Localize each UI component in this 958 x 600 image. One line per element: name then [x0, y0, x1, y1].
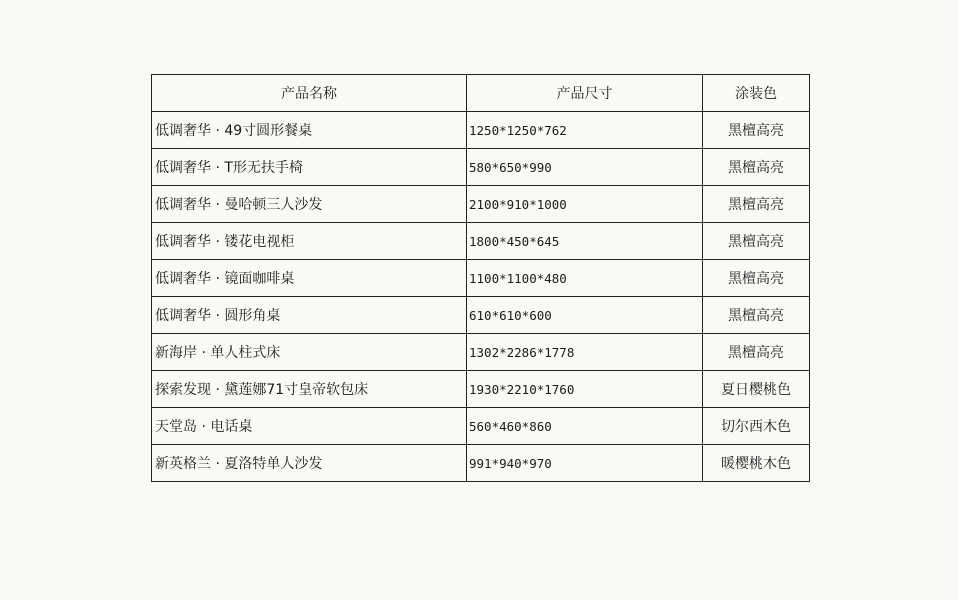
table-row	[152, 334, 810, 371]
cell-finish-color: 黑檀高亮	[703, 334, 810, 371]
cell-finish-color: 切尔西木色	[703, 408, 810, 445]
cell-product-size: 1800*450*645	[467, 223, 703, 260]
cell-product-name: 低调奢华 · 49寸圆形餐桌	[152, 112, 467, 149]
table-row	[152, 112, 810, 149]
header-finish-color: 涂装色	[703, 75, 810, 112]
header-row	[152, 75, 810, 112]
cell-finish-color: 黑檀高亮	[703, 112, 810, 149]
cell-product-size: 1250*1250*762	[467, 112, 703, 149]
cell-product-name: 天堂岛 · 电话桌	[152, 408, 467, 445]
cell-finish-color: 黑檀高亮	[703, 186, 810, 223]
cell-product-size: 2100*910*1000	[467, 186, 703, 223]
cell-finish-color: 黑檀高亮	[703, 223, 810, 260]
header-product-size: 产品尺寸	[467, 75, 703, 112]
table-row	[152, 223, 810, 260]
cell-finish-color: 夏日樱桃色	[703, 371, 810, 408]
product-table	[151, 74, 810, 482]
table-row	[152, 408, 810, 445]
cell-product-name: 新海岸 · 单人柱式床	[152, 334, 467, 371]
cell-product-size: 610*610*600	[467, 297, 703, 334]
cell-product-size: 991*940*970	[467, 445, 703, 482]
cell-product-name: 新英格兰 · 夏洛特单人沙发	[152, 445, 467, 482]
cell-product-name: 低调奢华 · 镜面咖啡桌	[152, 260, 467, 297]
header-product-name: 产品名称	[152, 75, 467, 112]
cell-finish-color: 暖樱桃木色	[703, 445, 810, 482]
table-row	[152, 149, 810, 186]
cell-product-size: 580*650*990	[467, 149, 703, 186]
table-row	[152, 260, 810, 297]
cell-product-size: 1930*2210*1760	[467, 371, 703, 408]
cell-product-size: 1100*1100*480	[467, 260, 703, 297]
cell-product-name: 探索发现 · 黛莲娜71寸皇帝软包床	[152, 371, 467, 408]
cell-product-name: 低调奢华 · 曼哈顿三人沙发	[152, 186, 467, 223]
cell-finish-color: 黑檀高亮	[703, 260, 810, 297]
cell-product-size: 1302*2286*1778	[467, 334, 703, 371]
cell-finish-color: 黑檀高亮	[703, 297, 810, 334]
table-row	[152, 186, 810, 223]
table-row	[152, 445, 810, 482]
cell-finish-color: 黑檀高亮	[703, 149, 810, 186]
cell-product-name: 低调奢华 · 圆形角桌	[152, 297, 467, 334]
table-row	[152, 297, 810, 334]
cell-product-name: 低调奢华 · T形无扶手椅	[152, 149, 467, 186]
table-row	[152, 371, 810, 408]
cell-product-size: 560*460*860	[467, 408, 703, 445]
cell-product-name: 低调奢华 · 镂花电视柜	[152, 223, 467, 260]
